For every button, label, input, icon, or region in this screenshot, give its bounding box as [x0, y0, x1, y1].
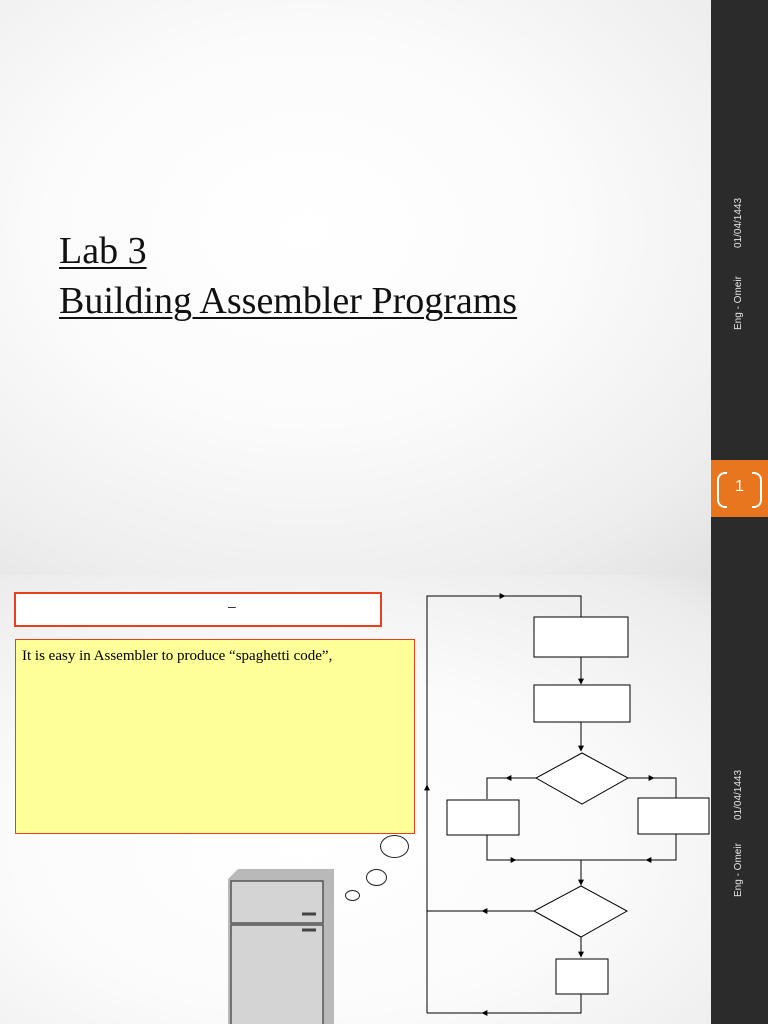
process-box-bottom [556, 959, 608, 994]
content-slide [0, 575, 768, 1024]
process-box-right [638, 798, 709, 834]
footer-author: Eng - Omeir [733, 276, 744, 330]
slide-title [59, 226, 517, 326]
right-bracket-icon [752, 472, 762, 508]
flowchart-diagram [0, 575, 711, 1024]
title-line-1: Lab 3 [59, 230, 147, 272]
slide-number: 1 [735, 478, 744, 495]
title-line-2: Building Assembler Programs [59, 280, 518, 322]
decision-2 [534, 886, 627, 937]
note-text: It is easy in Assembler to produce “spaghetti code”, [22, 648, 333, 664]
slide-number-tab [711, 460, 768, 517]
process-box-1 [534, 617, 628, 657]
process-box-2 [534, 685, 630, 722]
heading-dash: – [228, 598, 236, 614]
process-box-left [447, 800, 519, 835]
decision-1 [536, 753, 628, 804]
footer-date: 01/04/1443 [733, 197, 744, 248]
footer-date: 01/04/1443 [733, 769, 744, 820]
footer-author: Eng - Omeir [733, 843, 744, 897]
